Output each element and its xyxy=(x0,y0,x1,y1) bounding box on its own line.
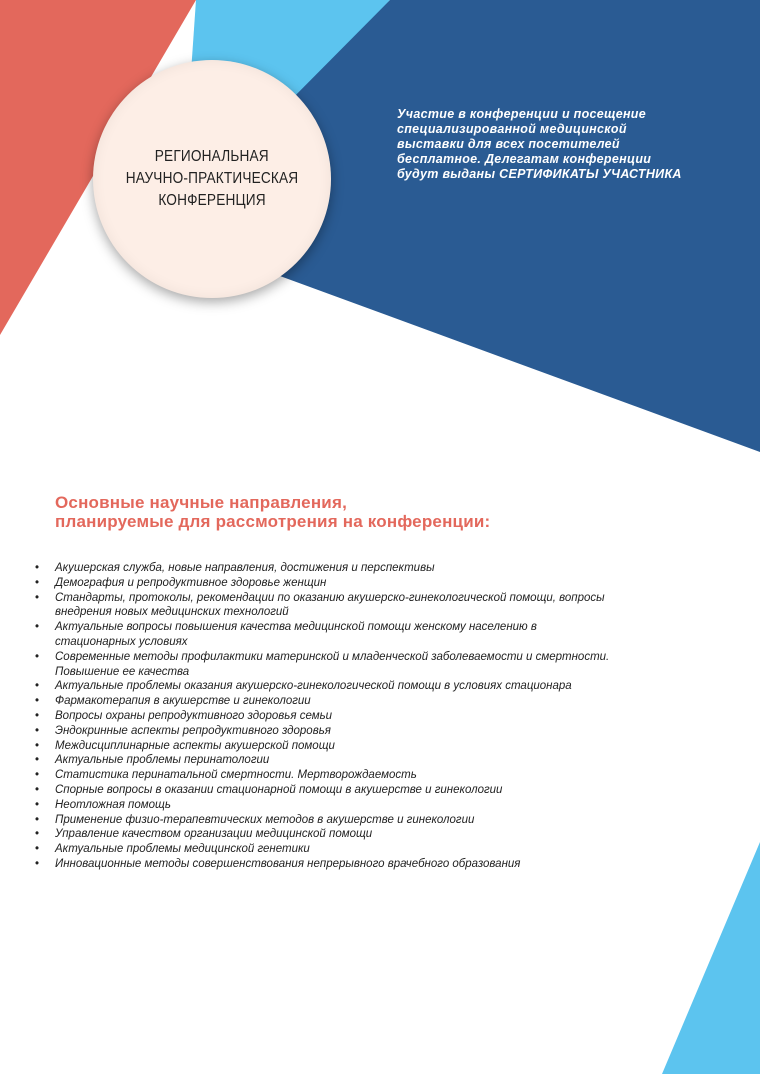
topic-text: Междисциплинарные аспекты акушерской помощи xyxy=(55,739,335,752)
bullet-icon: • xyxy=(35,591,40,604)
topic-item xyxy=(35,620,695,650)
topic-item xyxy=(35,679,695,694)
topic-item xyxy=(35,576,695,591)
topic-item xyxy=(35,768,695,783)
topic-item xyxy=(35,798,695,813)
topic-text: Применение физио-терапевтических методов в акушерстве и гинекологии xyxy=(55,813,475,826)
bullet-icon: • xyxy=(35,798,40,811)
bullet-icon: • xyxy=(35,813,40,826)
heading-line-1: Основные научные направления, xyxy=(55,493,348,512)
topic-text: Эндокринные аспекты репродуктивного здоровья xyxy=(55,724,331,737)
sky-bottom-right-shape xyxy=(662,842,760,1074)
promo-line-1: Участие в конференции и посещение xyxy=(397,107,646,121)
promo-line-5-prefix: будут выданы xyxy=(397,167,500,181)
topic-text: Акушерская служба, новые направления, достижения и перспективы xyxy=(55,562,435,574)
topic-item xyxy=(35,561,695,576)
topic-text: Актуальные проблемы перинатологии xyxy=(55,754,270,767)
promo-line-3: выставки для всех посетителей xyxy=(397,137,620,151)
topic-item xyxy=(35,591,695,621)
topic-text: Актуальные вопросы повышения качества медицинской помощи женскому населению в xyxy=(55,621,537,634)
promo-line-2: специализированной медицинской xyxy=(397,122,627,136)
bullet-icon: • xyxy=(35,754,40,767)
badge-line-2: НАУЧНО-ПРАКТИЧЕСКАЯ xyxy=(125,170,299,187)
bullet-icon: • xyxy=(35,680,40,693)
bullet-icon: • xyxy=(35,562,40,574)
promo-line-4: бесплатное. Делегатам конференции xyxy=(397,152,652,166)
promo-line-5 xyxy=(397,167,727,182)
badge-line-3: КОНФЕРЕНЦИЯ xyxy=(158,192,266,209)
topics-list xyxy=(35,561,695,872)
bullet-icon: • xyxy=(35,576,40,589)
bullet-icon: • xyxy=(35,783,40,796)
topic-item xyxy=(35,753,695,768)
topic-item xyxy=(35,694,695,709)
section-heading xyxy=(55,493,490,531)
topic-item xyxy=(35,783,695,798)
bullet-icon: • xyxy=(35,769,40,782)
bullet-icon: • xyxy=(35,843,40,856)
topic-item xyxy=(35,827,695,842)
topic-text: Спорные вопросы в оказании стационарной помощи в акушерстве и гинекологии xyxy=(55,783,503,796)
topic-text-continued: Повышение ее качества xyxy=(55,665,190,678)
topic-text: Современные методы профилактики материнской и младенческой заболеваемости и смертности. xyxy=(55,650,610,663)
topic-text: Статистика перинатальной смертности. Мертворождаемость xyxy=(55,769,417,782)
certificate-callout: СЕРТИФИКАТЫ УЧАСТНИКА xyxy=(499,167,682,181)
bullet-icon: • xyxy=(35,828,40,841)
topic-text: Актуальные проблемы медицинской генетики xyxy=(55,843,310,856)
topic-item xyxy=(35,724,695,739)
topic-item xyxy=(35,813,695,828)
topic-text-continued: внедрения новых медицинских технологий xyxy=(55,606,289,619)
bullet-icon: • xyxy=(35,621,40,634)
bullet-icon: • xyxy=(35,709,40,722)
topic-text: Неотложная помощь xyxy=(55,798,171,811)
bullet-icon: • xyxy=(35,724,40,737)
topic-text: Стандарты, протоколы, рекомендации по оказанию акушерско-гинекологической помощи, вопросы xyxy=(55,591,605,604)
topic-text: Актуальные проблемы оказания акушерско-гинекологической помощи в условиях стационара xyxy=(55,680,572,693)
topic-text-continued: стационарных условиях xyxy=(55,635,188,648)
bullet-icon: • xyxy=(35,650,40,663)
conference-badge xyxy=(93,60,331,298)
topic-item xyxy=(35,739,695,754)
topic-item xyxy=(35,709,695,724)
topic-item xyxy=(35,857,695,872)
bullet-icon: • xyxy=(35,695,40,708)
badge-line-1: РЕГИОНАЛЬНАЯ xyxy=(154,148,270,165)
participation-notice xyxy=(397,107,727,182)
heading-line-2: планируемые для рассмотрения на конференции: xyxy=(55,512,491,531)
topic-item xyxy=(35,842,695,857)
topic-text: Фармакотерапия в акушерстве и гинекологии xyxy=(55,695,311,708)
topic-text: Управление качеством организации медицинской помощи xyxy=(55,828,373,841)
topic-text: Демография и репродуктивное здоровье женщин xyxy=(55,576,327,589)
topic-item xyxy=(35,650,695,680)
bullet-icon: • xyxy=(35,739,40,752)
topic-text: Инновационные методы совершенствования непрерывного врачебного образования xyxy=(55,857,521,870)
topic-text: Вопросы охраны репродуктивного здоровья семьи xyxy=(55,709,333,722)
bullet-icon: • xyxy=(35,857,40,870)
